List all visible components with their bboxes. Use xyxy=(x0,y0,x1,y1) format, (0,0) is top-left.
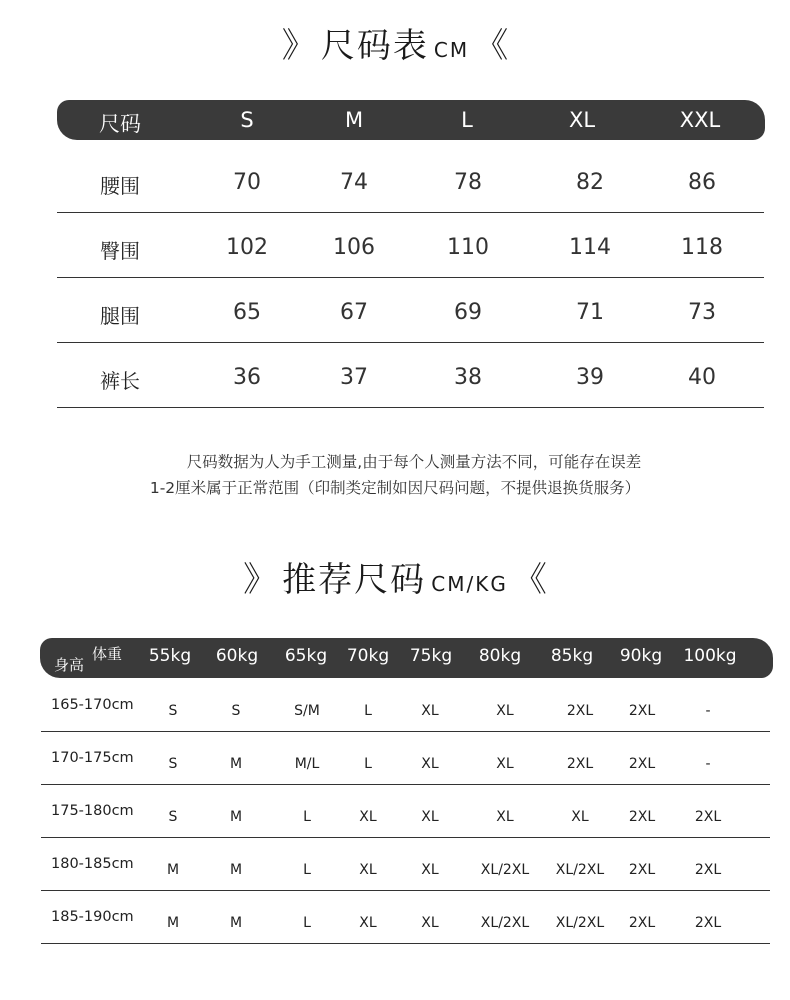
table-cell: XL xyxy=(421,756,439,772)
table-cell: M/L xyxy=(294,756,320,772)
table-cell: L xyxy=(364,703,372,719)
table-cell: 71 xyxy=(576,300,604,325)
table-cell: 114 xyxy=(569,235,611,260)
table-cell: XL xyxy=(421,703,439,719)
table-cell: XL/2XL xyxy=(480,915,530,931)
table-cell: 40 xyxy=(688,365,716,390)
table-cell: 39 xyxy=(576,365,604,390)
table-cell: 65 xyxy=(233,300,261,325)
table-cell: XL xyxy=(496,703,514,719)
weight-header-cell: 70kg xyxy=(346,646,390,666)
table-cell: 2XL xyxy=(628,862,656,878)
recommend-row xyxy=(41,838,770,891)
table-cell: 82 xyxy=(576,170,604,195)
table-cell: 2XL xyxy=(566,756,594,772)
table-cell: 118 xyxy=(681,235,723,260)
table-cell: 67 xyxy=(340,300,368,325)
header-cell-m: M xyxy=(344,108,364,132)
table-cell: XL xyxy=(421,915,439,931)
corner-height-label: 身高 xyxy=(54,656,85,674)
weight-header-cell: 55kg xyxy=(148,646,192,666)
table-cell: XL xyxy=(359,809,377,825)
table-cell: L xyxy=(303,915,311,931)
height-cell: 170-175cm xyxy=(51,750,134,766)
recommend-row xyxy=(41,785,770,838)
table-cell: 2XL xyxy=(628,915,656,931)
recommend-table-header xyxy=(40,638,773,678)
size-row-hip xyxy=(57,213,764,278)
row-label: 裤长 xyxy=(100,369,140,393)
table-cell: L xyxy=(303,809,311,825)
table-cell: M xyxy=(229,915,243,931)
table-cell: 69 xyxy=(454,300,482,325)
note-line-1: 尺码数据为人为手工测量,由于每个人测量方法不同，可能存在误差 xyxy=(186,453,642,471)
table-cell: S xyxy=(168,756,178,772)
table-cell: XL/2XL xyxy=(480,862,530,878)
table-cell: - xyxy=(705,756,711,772)
table-cell: 2XL xyxy=(628,756,656,772)
weight-header-cell: 90kg xyxy=(619,646,663,666)
header-cell-xxl: XXL xyxy=(679,108,721,132)
row-label: 腿围 xyxy=(100,304,140,328)
weight-header-cell: 100kg xyxy=(683,646,737,666)
table-cell: 2XL xyxy=(694,809,722,825)
row-label: 臀围 xyxy=(100,239,140,263)
table-cell: XL xyxy=(496,809,514,825)
measurement-note xyxy=(0,449,790,501)
height-cell: 180-185cm xyxy=(51,856,134,872)
table-cell: XL xyxy=(421,809,439,825)
weight-header-cell: 65kg xyxy=(284,646,328,666)
table-cell: M xyxy=(166,862,180,878)
table-cell: S xyxy=(168,809,178,825)
header-cell-l: L xyxy=(461,108,473,132)
table-cell: S xyxy=(168,703,178,719)
table-cell: S/M xyxy=(294,703,320,719)
title-text: 推荐尺码 xyxy=(282,560,427,600)
header-cell-s: S xyxy=(240,108,254,132)
size-row-waist xyxy=(57,148,764,213)
corner-weight-label: 体重 xyxy=(92,645,123,663)
table-cell: 2XL xyxy=(694,915,722,931)
header-corner xyxy=(54,638,134,678)
table-cell: - xyxy=(705,703,711,719)
height-cell: 175-180cm xyxy=(51,803,134,819)
table-cell: M xyxy=(166,915,180,931)
table-cell: 102 xyxy=(226,235,268,260)
table-cell: M xyxy=(229,809,243,825)
table-cell: XL/2XL xyxy=(555,862,605,878)
height-cell: 165-170cm xyxy=(51,697,134,713)
table-cell: 86 xyxy=(688,170,716,195)
weight-header-cell: 60kg xyxy=(215,646,259,666)
table-cell: XL xyxy=(359,915,377,931)
table-cell: 2XL xyxy=(566,703,594,719)
table-cell: L xyxy=(364,756,372,772)
table-cell: XL/2XL xyxy=(555,915,605,931)
size-row-thigh xyxy=(57,278,764,343)
table-cell: 2XL xyxy=(694,862,722,878)
size-chart-title xyxy=(0,18,790,67)
recommend-row xyxy=(41,891,770,944)
recommend-row xyxy=(41,732,770,785)
size-table-header xyxy=(57,100,765,140)
weight-header-cell: 85kg xyxy=(550,646,594,666)
table-cell: XL xyxy=(571,809,589,825)
table-cell: 78 xyxy=(454,170,482,195)
weight-header-cell: 75kg xyxy=(409,646,453,666)
height-cell: 185-190cm xyxy=(51,909,134,925)
table-cell: M xyxy=(229,862,243,878)
title-unit: CM xyxy=(433,38,470,62)
table-cell: 38 xyxy=(454,365,482,390)
table-cell: L xyxy=(303,862,311,878)
note-line-2: 1-2厘米属于正常范围（印制类定制如因尺码问题，不提供退换货服务） xyxy=(149,479,641,497)
table-cell: XL xyxy=(496,756,514,772)
table-cell: 73 xyxy=(688,300,716,325)
title-unit: CM/KG xyxy=(431,572,508,596)
table-cell: 37 xyxy=(340,365,368,390)
title-close-bracket: 《 xyxy=(474,26,509,66)
title-open-bracket: 》 xyxy=(243,560,278,600)
size-row-length xyxy=(57,343,764,408)
table-cell: M xyxy=(229,756,243,772)
title-close-bracket: 《 xyxy=(512,560,547,600)
table-cell: S xyxy=(231,703,241,719)
table-cell: 74 xyxy=(340,170,368,195)
title-text: 尺码表 xyxy=(320,26,429,66)
row-label: 腰围 xyxy=(100,174,140,198)
weight-header-cell: 80kg xyxy=(478,646,522,666)
table-cell: 106 xyxy=(333,235,375,260)
table-cell: XL xyxy=(421,862,439,878)
table-cell: 70 xyxy=(233,170,261,195)
table-cell: 110 xyxy=(447,235,489,260)
recommend-row xyxy=(41,679,770,732)
table-cell: XL xyxy=(359,862,377,878)
header-cell-xl: XL xyxy=(568,108,596,132)
header-cell-size: 尺码 xyxy=(99,112,141,136)
table-cell: 2XL xyxy=(628,809,656,825)
recommend-title xyxy=(0,552,790,601)
title-open-bracket: 》 xyxy=(281,26,316,66)
table-cell: 36 xyxy=(233,365,261,390)
table-cell: 2XL xyxy=(628,703,656,719)
